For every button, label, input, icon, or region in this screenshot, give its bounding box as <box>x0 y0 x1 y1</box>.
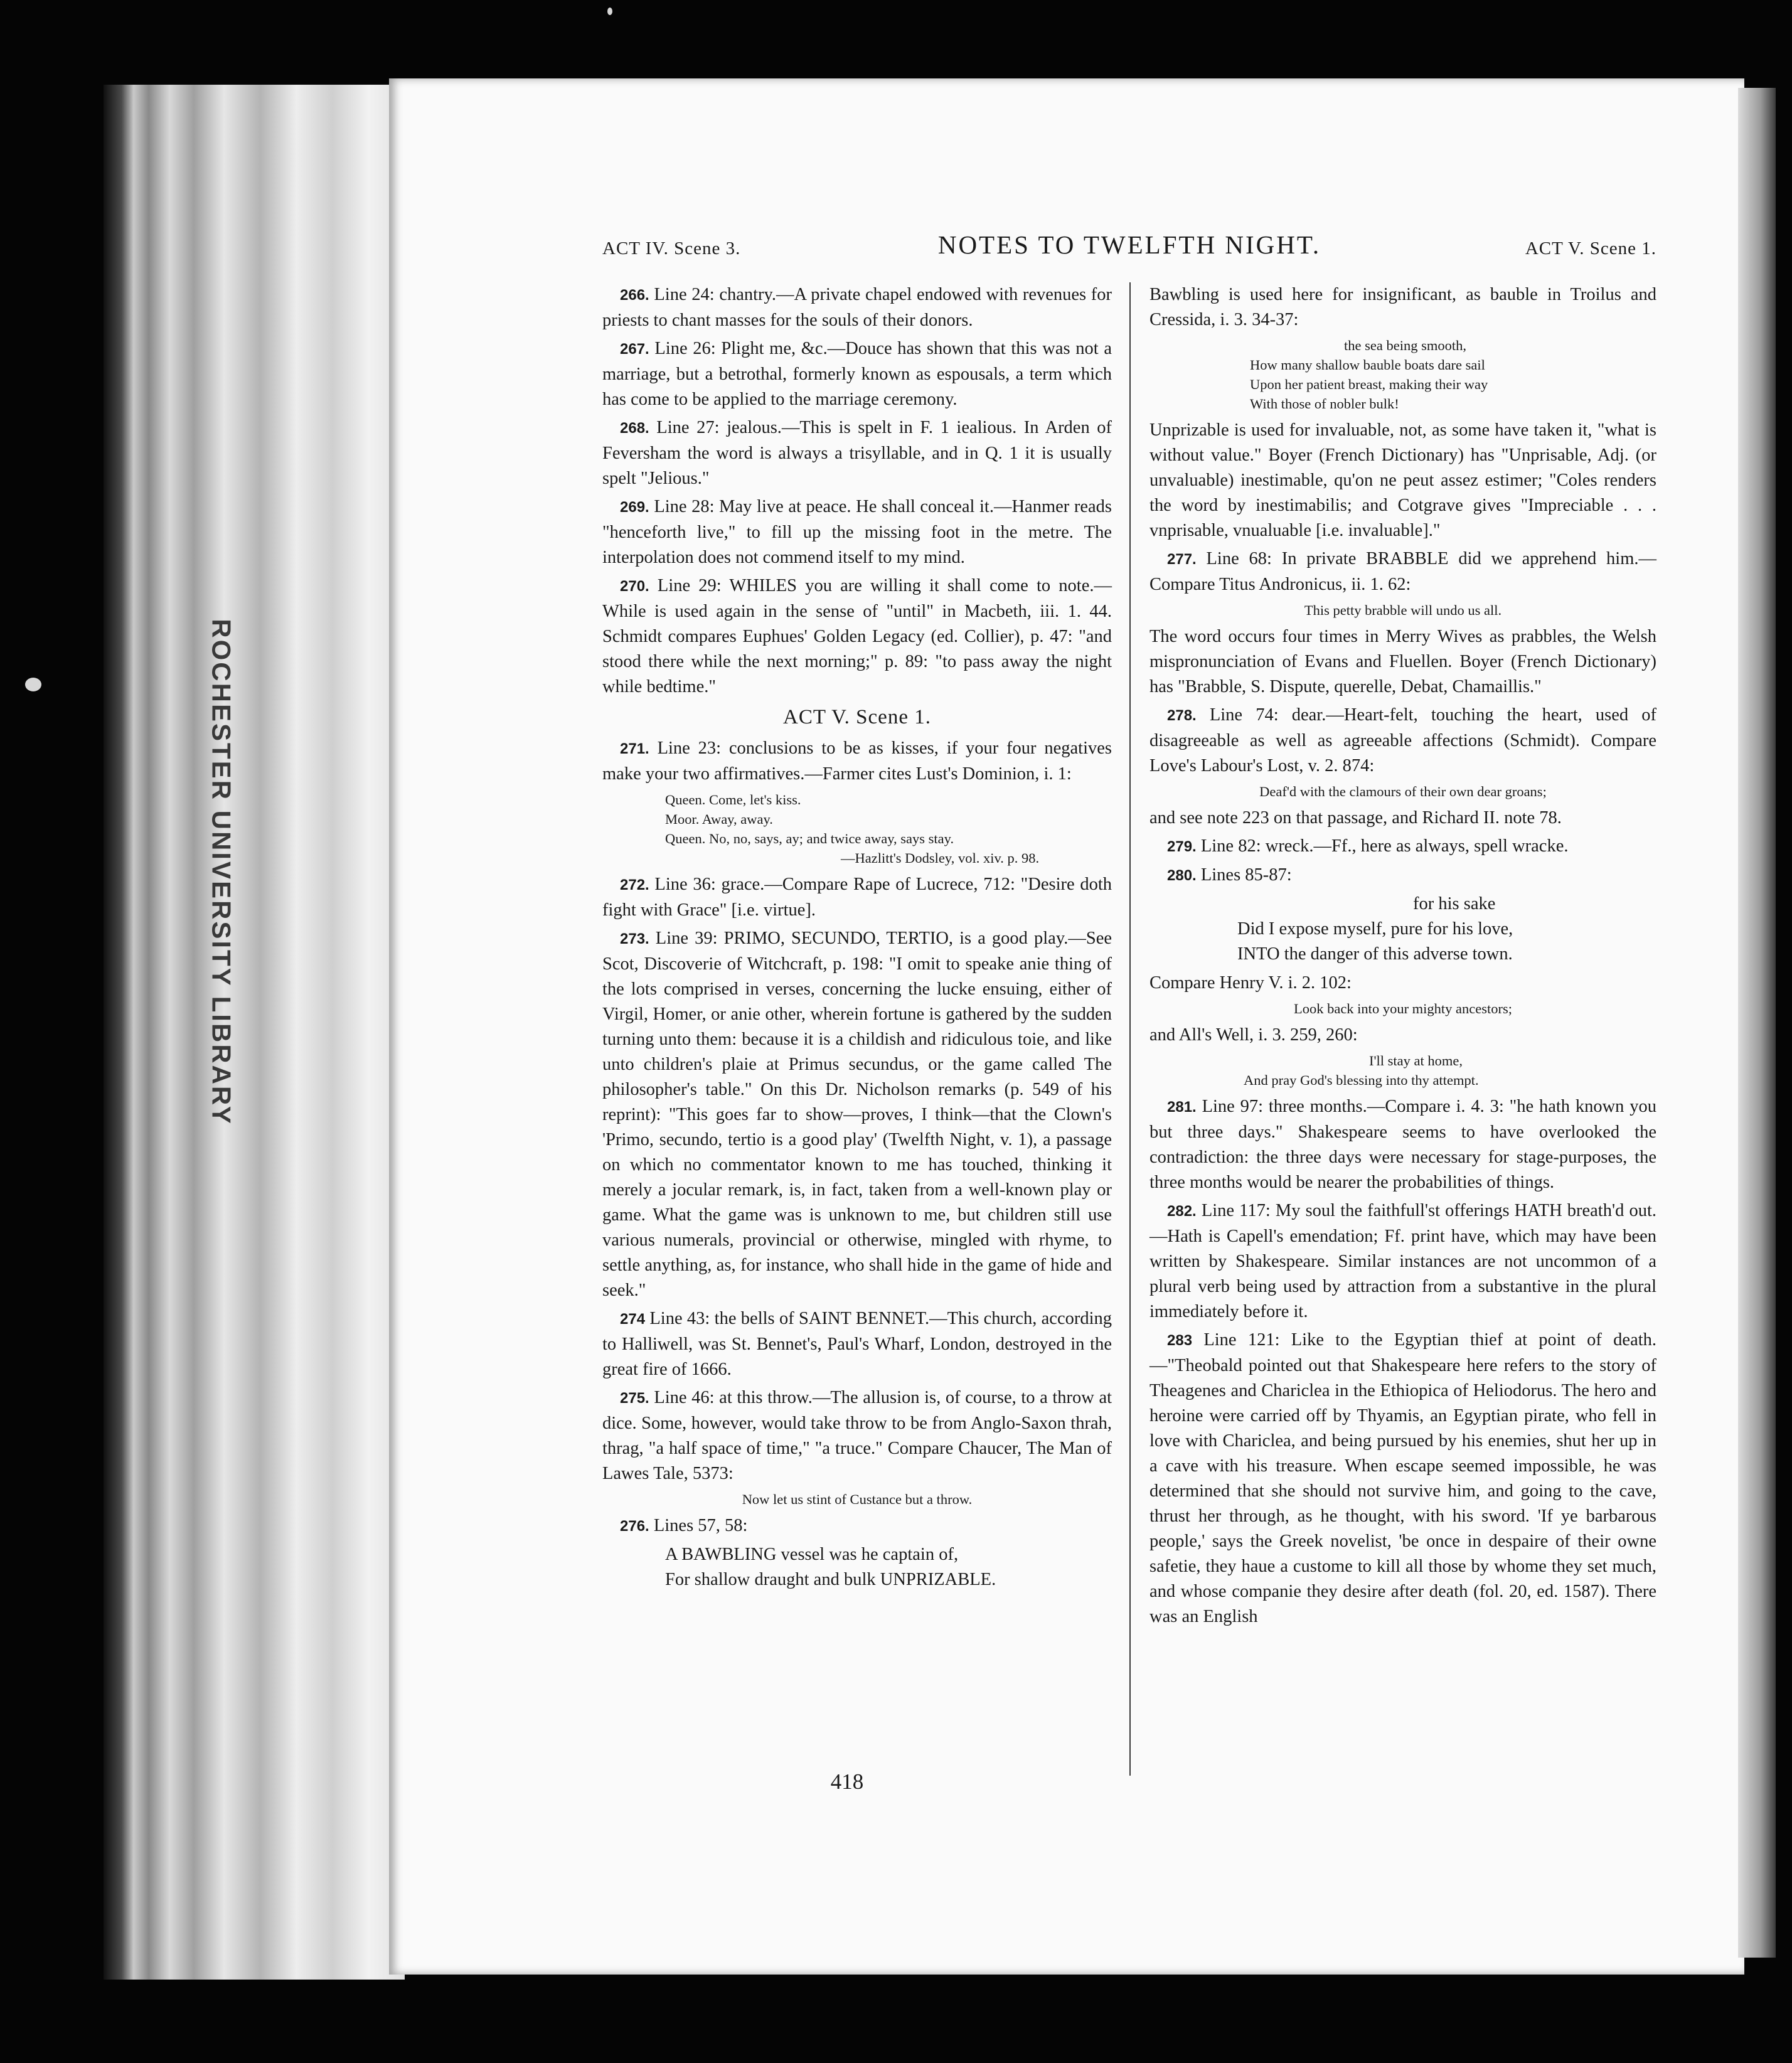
note-274: 274 Line 43: the bells of SAINT BENNET.—This church, according to Halliwell, was St. Bennet's, Paul's Wharf, London, destroyed in the great fire of 1666. <box>602 1309 1112 1379</box>
note-282: 282. Line 117: My soul the faithfull'st offerings HATH breath'd out.—Hath is Capell's emendation; Ff. print have, which may have been written by Shakespeare. Similar instances are not uncommon of a plural verb being used by attraction from a substantive in the plural immediately before it. <box>1149 1201 1657 1321</box>
note-278-continued: and see note 223 on that passage, and Richard II. note 78. <box>1149 808 1562 828</box>
quote-280c <box>1149 1051 1656 1090</box>
quote-276 <box>602 1542 1112 1592</box>
note-276: 276. Lines 57, 58: <box>620 1516 748 1535</box>
dust-speck <box>607 8 612 15</box>
quote-line: Queen. Come, let's kiss. <box>665 792 801 808</box>
column-divider <box>1129 282 1131 1776</box>
note-276-continued: Bawbling is used here for insignificant, as bauble in Troilus and Cressida, i. 3. 34-37: <box>1149 285 1656 329</box>
note-271: 271. Line 23: conclusions to be as kisses, if your four negatives make your two affirmatives.—Farmer cites Lust's Dominion, i. 1: <box>602 738 1112 784</box>
running-header <box>602 230 1656 261</box>
book-page-edges <box>104 85 405 1980</box>
library-stamp-text: ROCHESTER UNIVERSITY LIBRARY <box>207 619 237 1126</box>
note-280-continued-2: and All's Well, i. 3. 259, 260: <box>1149 1025 1358 1045</box>
note-273: 273. Line 39: PRIMO, SECUNDO, TERTIO, is a good play.—See Scot, Discoverie of Witchcraft, p. 198: "I omit to speake anie thing of the lots comprised in verses, concerning the lucke ensuing, either of Virgil, Homer, or anie other, wherein fortune is gathered by the sudden turning unto them: because it is a childish and ridiculous toie, and like unto children's plaie at Primus secundus, or the game called The philosopher's table." On this Dr. Nicholson remarks (p. 549 of his reprint): "This goes far to show—proves, I think—that the Clown's 'Primo, secundo, tertio is a good play' (Twelfth Night, v. 1), a passage on which no commentator known to me has touched, thinking it merely a jocular remark, is, in fact, taken from a well-known play or game. What the game was is unknown to me, but children still use various numerals, provincial or otherwise, mingled with rhyme, to settle anything, as, for instance, who shall hide in the game of hide and seek." <box>602 929 1112 1300</box>
quote-line: Queen. No, no, says, ay; and twice away, says stay. <box>665 831 954 846</box>
quote-276b <box>1149 336 1656 413</box>
quote-line: With those of nobler bulk! <box>1250 396 1399 412</box>
note-276-continued-2: Unprizable is used for invaluable, not, as some have taken it, "what is without value." Boyer (French Dictionary) has "Unprisable, Adj. (or unvaluable) inestimable, qu'on ne peut assez estimer; "Coles renders the word by inestimabilis; and Cotgrave gives "Impreciable . . . vnprisable, vnualuable [i.e. invaluable]." <box>1149 420 1656 540</box>
header-left: ACT IV. Scene 3. <box>602 238 741 259</box>
note-280-continued: Compare Henry V. i. 2. 102: <box>1149 973 1352 993</box>
quote-line: Did I expose myself, pure for his love, <box>1237 919 1513 939</box>
header-title: NOTES TO TWELFTH NIGHT. <box>937 230 1321 259</box>
note-283: 283 Line 121: Like to the Egyptian thief at point of death.—"Theobald pointed out that Shakespeare here refers to the story of Theagenes and Chariclea in the Ethiopica of Heliodorus. The hero and heroine were carried off by Thyamis, an Egyptian pirate, who fell in love with Chariclea, and being pursued by his enemies, shut her up in a cave with his treasure. When escape seemed impossible, he was determined that she should not survive him, and going to the cave, thrust her through, as he thought, with his sword. 'If ye barbarous people,' says the Greek novelist, 'be once in despaire of their owne safetie, they haue a custome to kill all those by whome they set much, and whose companie they desire after death (fol. 20, ed. 1587). There was an English <box>1149 1330 1657 1626</box>
note-278: 278. Line 74: dear.—Heart-felt, touching the heart, used of disagreeable as well as agreeable affections (Schmidt). Compare Love's Labour's Lost, v. 2. 874: <box>1149 705 1657 776</box>
quote-line: for his sake <box>1413 894 1496 914</box>
quote-line: A BAWBLING vessel was he captain of, <box>665 1545 959 1564</box>
note-266: 266. Line 24: chantry.—A private chapel endowed with revenues for priests to chant masses for the souls of their donors. <box>602 285 1112 330</box>
note-268: 268. Line 27: jealous.—This is spelt in F. 1 iealious. In Arden of Feversham the word is always a trisyllable, and in Q. 1 it is usually spelt "Jelious." <box>602 418 1112 488</box>
note-270: 270. Line 29: WHILES you are willing it shall come to note.—While is used again in the sense of "until" in Macbeth, iii. 1. 44. Schmidt compares Euphues' Golden Legacy (ed. Collier), p. 47: "and stood there while the next morning;" p. 89: "to pass away the night while bedtime." <box>602 576 1112 696</box>
header-right: ACT V. Scene 1. <box>1525 238 1656 259</box>
quote-280 <box>1149 892 1656 967</box>
dust-speck <box>25 678 41 691</box>
quote-line: And pray God's blessing into thy attempt. <box>1244 1072 1479 1088</box>
note-280: 280. Lines 85-87: <box>1167 865 1292 885</box>
note-275: 275. Line 46: at this throw.—The allusion is, of course, to a throw at dice. Some, however, would take throw to be from Anglo-Saxon thrah, thrag, "a half space of time," "a truce." Compare Chaucer, The Man of Lawes Tale, 5373: <box>602 1388 1112 1483</box>
note-279: 279. Line 82: wreck.—Ff., here as always, spell wracke. <box>1167 836 1569 856</box>
note-277: 277. Line 68: In private BRABBLE did we apprehend him.—Compare Titus Andronicus, ii. 1. 62: <box>1149 549 1656 594</box>
quote-275: Now let us stint of Custance but a throw. <box>742 1491 973 1507</box>
note-281: 281. Line 97: three months.—Compare i. 4. 3: "he hath known you but three days." Shakespeare seems to have overlooked the contradiction: the three days were necessary for stage-purposes, the three months would be nearer the probabilities of things. <box>1149 1097 1657 1192</box>
library-stamp <box>200 615 243 1129</box>
page-right-edge-shadow <box>1738 88 1776 1958</box>
left-column <box>602 282 1112 1596</box>
quote-line: For shallow draught and bulk UNPRIZABLE. <box>665 1570 996 1589</box>
quote-line: the sea being smooth, <box>1344 338 1466 353</box>
quote-line: I'll stay at home, <box>1369 1053 1463 1069</box>
quote-280b: Look back into your mighty ancestors; <box>1293 1001 1513 1016</box>
quote-271 <box>602 790 1112 868</box>
quote-line: How many shallow bauble boats dare sail <box>1250 357 1485 373</box>
quote-line: Upon her patient breast, making their way <box>1250 376 1488 392</box>
quote-278: Deaf'd with the clamours of their own dear groans; <box>1259 784 1547 799</box>
page-number: 418 <box>830 1769 864 1794</box>
scene-heading: ACT V. Scene 1. <box>783 706 931 728</box>
quote-277: This petty brabble will undo us all. <box>1304 602 1502 618</box>
note-269: 269. Line 28: May live at peace. He shall conceal it.—Hanmer reads "henceforth live," to fill up the missing foot in the metre. The interpolation does not commend itself to my mind. <box>602 497 1112 567</box>
right-column <box>1149 282 1656 1633</box>
quote-source: —Hazlitt's Dodsley, vol. xiv. p. 98. <box>841 850 1040 866</box>
note-277-continued: The word occurs four times in Merry Wives as prabbles, the Welsh mispronunciation of Evans and Fluellen. Boyer (French Dictionary) has "Brabble, S. Dispute, querelle, Debat, Chamaillis." <box>1149 627 1656 696</box>
note-272: 272. Line 36: grace.—Compare Rape of Lucrece, 712: "Desire doth fight with Grace" [i.e. virtue]. <box>602 875 1112 920</box>
note-267: 267. Line 26: Plight me, &c.—Douce has shown that this was not a marriage, but a betrothal, formerly known as espousals, a term which has come to be applied to the marriage ceremony. <box>602 339 1112 409</box>
quote-line: Moor. Away, away. <box>665 811 773 827</box>
quote-line: INTO the danger of this adverse town. <box>1237 944 1513 964</box>
